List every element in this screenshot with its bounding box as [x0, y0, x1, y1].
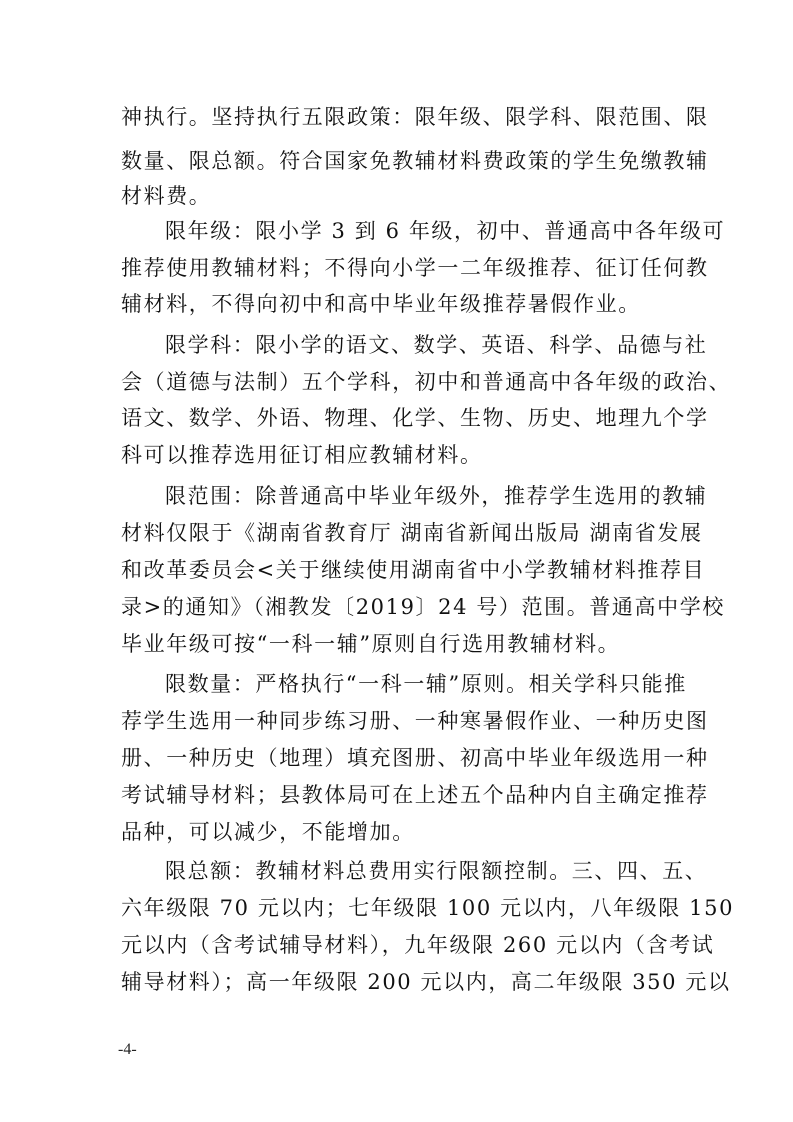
text-line: 录>的通知》（湘教发〔2019〕24 号）范围。普通高中学校 — [121, 595, 725, 619]
paragraph-start-line: 限数量：严格执行“一科一辅”原则。相关学科只能推 — [165, 672, 687, 696]
text-line: 考试辅导材料；县教体局可在上述五个品种内自主确定推荐 — [121, 783, 709, 807]
text-line: 辅材料，不得向初中和高中毕业年级推荐暑假作业。 — [121, 292, 641, 316]
text-line: 毕业年级可按“一科一辅”原则自行选用教辅材料。 — [121, 632, 621, 656]
text-line: 荐学生选用一种同步练习册、一种寒暑假作业、一种历史图 — [121, 709, 709, 733]
text-line: 和改革委员会<关于继续使用湖南省中小学教辅材料推荐目 — [121, 558, 706, 582]
text-line: 语文、数学、外语、物理、化学、生物、历史、地理九个学 — [121, 406, 709, 430]
paragraph-start-line: 限总额：教辅材料总费用实行限额控制。三、四、五、 — [165, 859, 708, 883]
text-line: 会（道德与法制）五个学科，初中和普通高中各年级的政治、 — [121, 370, 732, 394]
text-line: 材料仅限于《湖南省教育厅 湖南省新闻出版局 湖南省发展 — [121, 521, 703, 545]
text-line: 推荐使用教辅材料；不得向小学一二年级推荐、征订任何教 — [121, 256, 709, 280]
text-line: 科可以推荐选用征订相应教辅材料。 — [121, 443, 483, 467]
paragraph-start-line: 限年级：限小学 3 到 6 年级，初中、普通高中各年级可 — [165, 219, 726, 243]
text-line: 元以内（含考试辅导材料），九年级限 260 元以内（含考试 — [121, 933, 715, 957]
paragraph-start-line: 限范围：除普通高中毕业年级外，推荐学生选用的教辅 — [165, 484, 708, 508]
text-line: 材料费。 — [121, 184, 212, 208]
text-line: 神执行。坚持执行五限政策：限年级、限学科、限范围、限 — [121, 105, 709, 129]
text-line: 数量、限总额。符合国家免教辅材料费政策的学生免缴教辅 — [121, 149, 709, 173]
text-line: 品种，可以减少，不能增加。 — [121, 820, 415, 844]
text-line: 册、一种历史（地理）填充图册、初高中毕业年级选用一种 — [121, 746, 709, 770]
text-line: 辅导材料）；高一年级限 200 元以内，高二年级限 350 元以 — [121, 970, 731, 994]
page-number: -4- — [118, 1041, 137, 1058]
paragraph-start-line: 限学科：限小学的语文、数学、英语、科学、品德与社 — [165, 333, 708, 357]
text-line: 六年级限 70 元以内；七年级限 100 元以内，八年级限 150 — [121, 896, 735, 920]
